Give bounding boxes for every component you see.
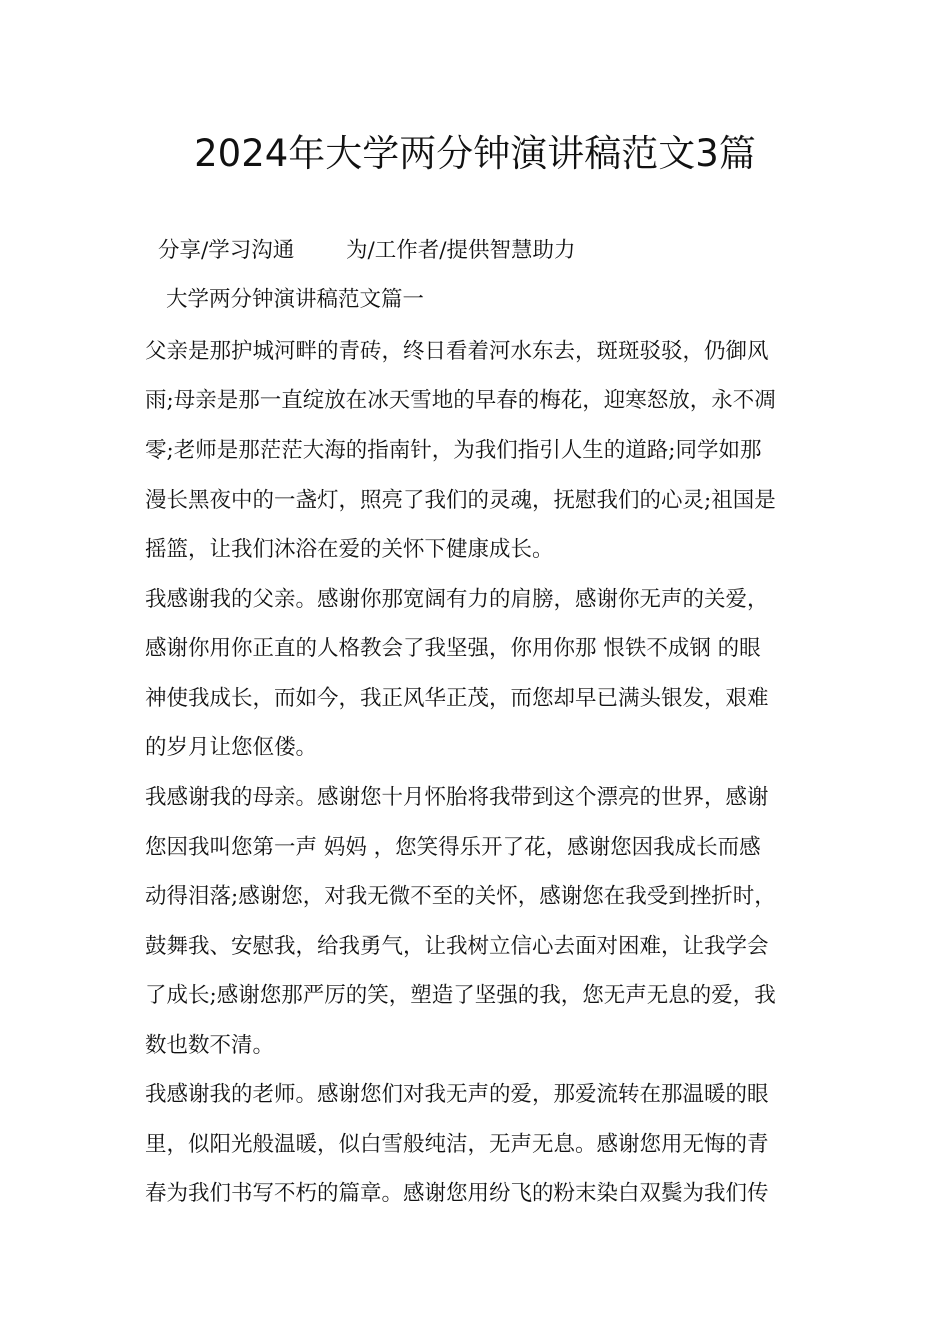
body-line: 动得泪落;感谢您，对我无微不至的关怀，感谢您在我受到挫折时， (145, 884, 776, 909)
body-line: 漫长黑夜中的一盏灯，照亮了我们的灵魂，抚慰我们的心灵;祖国是 (145, 488, 776, 513)
body-line: 我感谢我的父亲。感谢你那宽阔有力的肩膀，感谢你无声的关爱， (145, 587, 769, 612)
body-line: 鼓舞我、安慰我，给我勇气，让我树立信心去面对困难，让我学会 (145, 934, 769, 959)
section-heading: 大学两分钟演讲稿范文篇一 (166, 287, 425, 312)
body-line: 雨;母亲是那一直绽放在冰天雪地的早春的梅花，迎寒怒放，永不凋 (145, 388, 776, 413)
body-line: 我感谢我的老师。感谢您们对我无声的爱，那爱流转在那温暖的眼 (145, 1082, 769, 1107)
body-line: 神使我成长，而如今，我正风华正茂，而您却早已满头银发，艰难 (145, 686, 769, 711)
body-line: 摇篮，让我们沐浴在爱的关怀下健康成长。 (145, 537, 554, 562)
body-line: 您因我叫您第一声 妈妈 ，您笑得乐开了花，感谢您因我成长而感 (145, 835, 761, 860)
body-line: 的岁月让您伛偻。 (145, 735, 318, 760)
body-line: 我感谢我的母亲。感谢您十月怀胎将我带到这个漂亮的世界，感谢 (145, 785, 769, 810)
body-line: 了成长;感谢您那严厉的笑，塑造了坚强的我，您无声无息的爱，我 (145, 983, 776, 1008)
body-line: 春为我们书写不朽的篇章。感谢您用纷飞的粉末染白双鬓为我们传 (145, 1181, 769, 1206)
body-line: 父亲是那护城河畔的青砖，终日看着河水东去，斑斑驳驳，仍御风 (145, 339, 769, 364)
body-line: 里，似阳光般温暖，似白雪般纯洁，无声无息。感谢您用无悔的青 (145, 1132, 769, 1157)
body-line: 数也数不清。 (145, 1033, 275, 1058)
body-line: 零;老师是那茫茫大海的指南针，为我们指引人生的道路;同学如那 (145, 438, 762, 463)
meta-share-label: 分享/学习沟通 (158, 238, 295, 263)
meta-tagline: 为/工作者/提供智慧助力 (346, 238, 576, 263)
body-line: 感谢你用你正直的人格教会了我坚强，你用你那 恨铁不成钢 的眼 (145, 636, 761, 661)
document-title: 2024年大学两分钟演讲稿范文3篇 (194, 132, 756, 175)
